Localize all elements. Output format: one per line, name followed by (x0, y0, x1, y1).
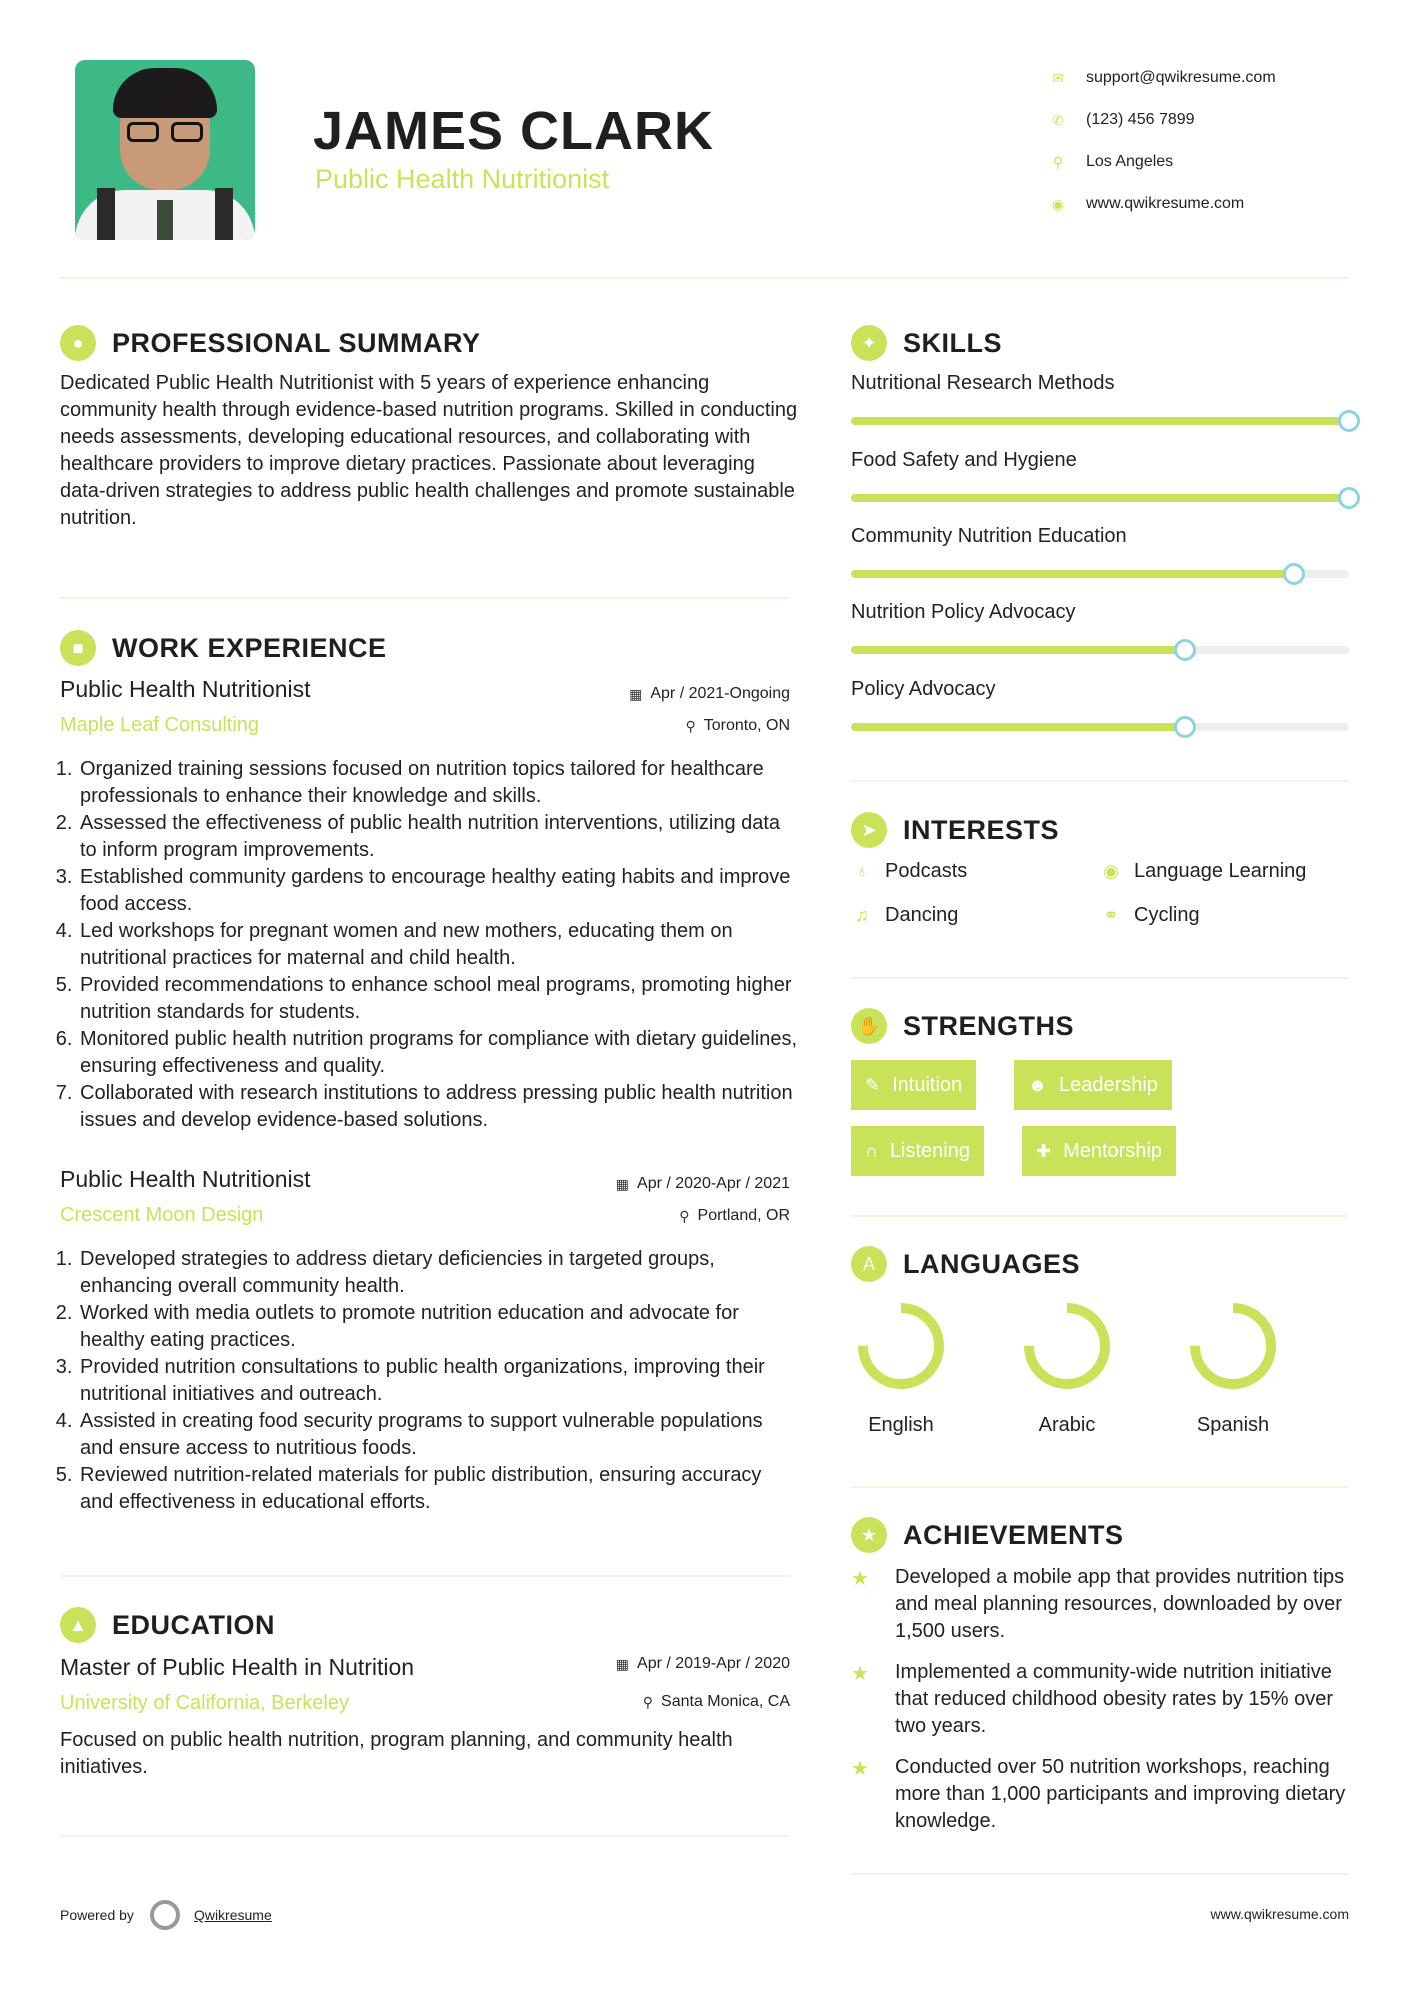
school-name: University of California, Berkeley (60, 1692, 349, 1714)
summary-heading: ● PROFESSIONAL SUMMARY (60, 325, 481, 361)
divider (851, 1215, 1348, 1217)
language-item (1007, 1298, 1127, 1437)
skill-label: Policy Advocacy (851, 678, 996, 700)
star-icon: ★ (851, 1663, 869, 1685)
language-ring-arc (1029, 1308, 1105, 1384)
list-item: 4. Led workshops for pregnant women and new mothers, educating them on nutritional practices for maternal and child health. (78, 918, 800, 972)
language-ring (1019, 1298, 1115, 1394)
divider (60, 1835, 790, 1837)
contact-list (1050, 57, 1276, 225)
achievement-item: ★ Implemented a community-wide nutrition initiative that reduced childhood obesity rates by 15% over two years. (851, 1659, 1361, 1740)
language-ring (853, 1298, 949, 1394)
list-item: 4. Assisted in creating food security programs to support vulnerable populations and ensure access to nutritious foods. (78, 1408, 800, 1462)
skill-label: Food Safety and Hygiene (851, 449, 1077, 471)
achievement-item: ★ Conducted over 50 nutrition workshops, reaching more than 1,000 participants and improving dietary knowledge. (851, 1754, 1361, 1835)
star-icon: ★ (851, 1517, 887, 1553)
strength-tag: ✎ Intuition (851, 1060, 976, 1110)
job-duties (60, 756, 800, 1134)
list-item: 2. Worked with media outlets to promote nutrition education and advocate for healthy eating practices. (78, 1300, 800, 1354)
language-label: Arabic (1038, 1414, 1096, 1436)
interests-heading: ➤ INTERESTS (851, 812, 1059, 848)
list-item: 1. Developed strategies to address dietary deficiencies in targeted groups, enhancing overall community health. (78, 1246, 800, 1300)
interest-item: ◉ Language Learning (1100, 860, 1306, 883)
graduation-icon: ▲ (60, 1607, 96, 1643)
skill-bar-fill (851, 646, 1185, 654)
skill-item (851, 372, 1349, 425)
list-item: 3. Established community gardens to encourage healthy eating habits and improve food access. (78, 864, 800, 918)
microphone-icon: ♁ (855, 861, 869, 881)
globe-icon: ◉ (1103, 861, 1119, 881)
pin-icon: ⚲ (679, 1207, 690, 1224)
job-date: ▦ Apr / 2021-Ongoing (629, 685, 790, 702)
lightbulb-icon: ✦ (851, 325, 887, 361)
users-icon: ☻ (1028, 1074, 1047, 1095)
bicycle-icon: ⚭ (1103, 905, 1119, 925)
strengths-heading: ✋ STRENGTHS (851, 1008, 1074, 1044)
list-item: 7. Collaborated with research institutions to address pressing public health nutrition issues and develop evidence-based solutions. (78, 1080, 800, 1134)
paper-plane-icon: ➤ (851, 812, 887, 848)
strength-tag: ☻ Leadership (1014, 1060, 1172, 1110)
interest-item: ⚭ Cycling (1100, 904, 1200, 927)
skill-bar (851, 417, 1349, 425)
list-item: 5. Reviewed nutrition-related materials for public distribution, ensuring accuracy and effectiveness in educational efforts. (78, 1462, 800, 1516)
magic-wand-icon: ✎ (865, 1074, 881, 1095)
music-note-icon: ♫ (855, 905, 869, 925)
skill-item (851, 678, 1349, 731)
interest-item: ♫ Dancing (851, 904, 958, 927)
profile-photo (75, 60, 255, 240)
qwikresume-logo-icon (150, 1900, 180, 1930)
hand-icon: ✋ (851, 1008, 887, 1044)
location-pin-icon: ⚲ (1052, 153, 1064, 170)
skill-bar-knob (1174, 716, 1196, 738)
job-title: Public Health Nutritionist (60, 676, 311, 702)
pin-icon: ⚲ (685, 717, 696, 734)
language-label: English (868, 1414, 934, 1436)
skill-item (851, 601, 1349, 654)
divider (851, 977, 1348, 979)
star-icon: ★ (851, 1568, 869, 1590)
list-item: 6. Monitored public health nutrition programs for compliance with dietary guidelines, ensuring effectiveness and quality. (78, 1026, 800, 1080)
interest-item: ♁ Podcasts (851, 860, 967, 883)
divider (851, 780, 1348, 782)
pin-icon: ⚲ (642, 1693, 654, 1710)
achievement-item: ★ Developed a mobile app that provides nutrition tips and meal planning resources, downloaded by over 1,500 users. (851, 1564, 1361, 1645)
skill-bar-fill (851, 494, 1349, 502)
skills-heading: ✦ SKILLS (851, 325, 1002, 361)
headphones-icon: ∩ (865, 1140, 878, 1161)
strength-tag: ∩ Listening (851, 1126, 984, 1176)
skill-bar-knob (1283, 563, 1305, 585)
phone-icon: ✆ (1052, 111, 1064, 128)
list-item: 3. Provided nutrition consultations to public health organizations, improving their nutritional initiatives and outreach. (78, 1354, 800, 1408)
job-company: Crescent Moon Design (60, 1204, 264, 1226)
skill-bar-knob (1338, 410, 1360, 432)
divider (60, 597, 790, 599)
divider (60, 1575, 790, 1577)
language-icon: A (851, 1246, 887, 1282)
skill-bar-fill (851, 417, 1349, 425)
skill-item (851, 525, 1349, 578)
language-item (1173, 1298, 1293, 1437)
experience-heading: ■ WORK EXPERIENCE (60, 630, 387, 666)
star-icon: ★ (851, 1758, 869, 1780)
education-location: ⚲ Santa Monica, CA (642, 1693, 790, 1710)
contact-location: ⚲ Los Angeles (1050, 141, 1276, 183)
briefcase-icon: ■ (60, 630, 96, 666)
job-location: ⚲ Toronto, ON (685, 717, 790, 734)
skill-bar (851, 723, 1349, 731)
footer-url[interactable]: www.qwikresume.com (1210, 1906, 1349, 1922)
calendar-icon: ▦ (629, 685, 643, 702)
job-location: ⚲ Portland, OR (679, 1207, 790, 1224)
language-ring (1185, 1298, 1281, 1394)
list-item: 2. Assessed the effectiveness of public health nutrition interventions, utilizing data to inform program improvements. (78, 810, 800, 864)
job-duties (60, 1246, 800, 1516)
job-date: ▦ Apr / 2020-Apr / 2021 (615, 1175, 790, 1192)
skill-bar-knob (1174, 639, 1196, 661)
user-plus-icon: ✚ (1036, 1140, 1052, 1161)
education-text: Focused on public health nutrition, program planning, and community health initiatives. (60, 1729, 733, 1778)
calendar-icon: ▦ (615, 1655, 630, 1672)
skill-bar (851, 494, 1349, 502)
languages-heading: A LANGUAGES (851, 1246, 1080, 1282)
skill-label: Nutritional Research Methods (851, 372, 1115, 394)
strength-tag: ✚ Mentorship (1022, 1126, 1176, 1176)
job-title: Public Health Nutritionist (60, 1166, 311, 1192)
divider (851, 1486, 1348, 1488)
contact-email[interactable]: ✉ support@qwikresume.com (1050, 57, 1276, 99)
skill-bar-knob (1338, 487, 1360, 509)
footer-powered-by: Powered by Qwikresume (60, 1900, 272, 1930)
header-divider (60, 277, 1348, 279)
candidate-title: Public Health Nutritionist (315, 164, 610, 194)
skill-bar (851, 570, 1349, 578)
contact-website[interactable]: ◉ www.qwikresume.com (1051, 195, 1245, 212)
degree-title: Master of Public Health in Nutrition (60, 1654, 415, 1680)
skill-bar (851, 646, 1349, 654)
skill-bar-fill (851, 570, 1294, 578)
language-ring-arc (1195, 1308, 1271, 1384)
list-item: 1. Organized training sessions focused on nutrition topics tailored for healthcare professionals to enhance their knowledge and skills. (78, 756, 800, 810)
brand-link[interactable]: Qwikresume (193, 1907, 272, 1923)
skill-label: Nutrition Policy Advocacy (851, 601, 1076, 623)
achievements-heading: ★ ACHIEVEMENTS (851, 1517, 1124, 1553)
skill-bar-fill (851, 723, 1185, 731)
contact-phone[interactable]: ✆ (123) 456 7899 (1050, 99, 1276, 141)
candidate-name: JAMES CLARK (313, 101, 715, 161)
education-heading: ▲ EDUCATION (60, 1607, 275, 1643)
education-date: ▦ Apr / 2019-Apr / 2020 (615, 1655, 790, 1672)
globe-icon: ◉ (1051, 195, 1065, 212)
skill-label: Community Nutrition Education (851, 525, 1127, 547)
calendar-icon: ▦ (615, 1175, 630, 1192)
list-item: 5. Provided recommendations to enhance school meal programs, promoting higher nutrition standards for students. (78, 972, 800, 1026)
user-icon: ● (60, 325, 96, 361)
envelope-icon: ✉ (1052, 69, 1064, 86)
language-item (841, 1298, 961, 1437)
language-label: Spanish (1196, 1414, 1270, 1436)
summary-text: Dedicated Public Health Nutritionist with 5 years of experience enhancing community health through evidence-based nutrition programs. Skilled in conducting needs assessments, developing educational resources, and collaborating with healthcare providers to improve dietary practices. Passionate about leveraging data-driven strategies to address public health challenges and promote sustainable nutrition. (60, 372, 798, 529)
language-ring-arc (863, 1308, 939, 1384)
job-company: Maple Leaf Consulting (60, 714, 260, 736)
skill-item (851, 449, 1349, 502)
divider (851, 1873, 1348, 1875)
